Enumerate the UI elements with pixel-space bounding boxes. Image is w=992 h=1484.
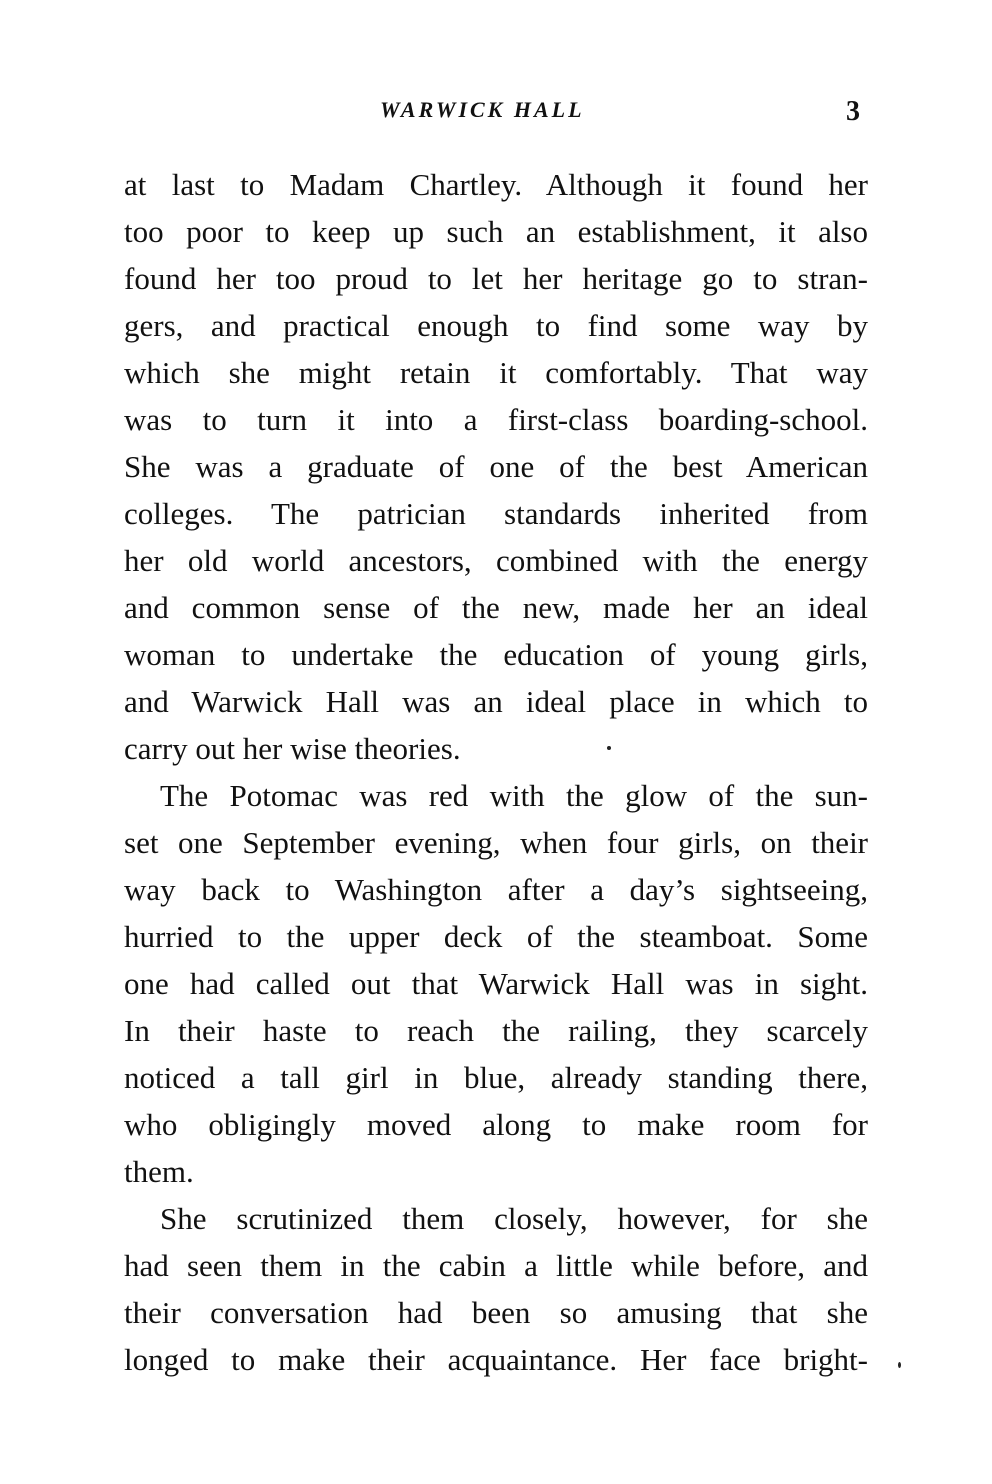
paragraph-3 xyxy=(124,1195,868,1383)
text-line: and common sense of the new, made her an ideal xyxy=(124,590,868,625)
text-line: longed to make their acquaintance. Her face bright- xyxy=(124,1342,868,1377)
text-line: their conversation had been so amusing that she xyxy=(124,1295,868,1330)
running-head-title: WARWICK HALL xyxy=(380,97,585,122)
text-line: carry out her wise theories. xyxy=(124,731,461,766)
text-line: at last to Madam Chartley. Although it found her xyxy=(124,167,868,202)
text-line: one had called out that Warwick Hall was in sight. xyxy=(124,966,868,1001)
text-line: her old world ancestors, combined with the energy xyxy=(124,543,868,578)
page-number: 3 xyxy=(846,96,860,127)
print-speck xyxy=(607,746,611,750)
text-line: set one September evening, when four girls, on their xyxy=(124,825,868,860)
text-line: The Potomac was red with the glow of the sun- xyxy=(160,778,868,813)
text-line: woman to undertake the education of young girls, xyxy=(124,637,868,672)
text-line: She was a graduate of one of the best American xyxy=(124,449,868,484)
text-line: gers, and practical enough to find some way by xyxy=(124,308,868,343)
body-text xyxy=(124,161,868,1383)
paragraph-2 xyxy=(124,772,868,1195)
text-line: noticed a tall girl in blue, already standing there, xyxy=(124,1060,868,1095)
text-line: In their haste to reach the railing, they scarcely xyxy=(124,1013,868,1048)
text-line: hurried to the upper deck of the steamboat. Some xyxy=(124,919,868,954)
text-line: which she might retain it comfortably. That way xyxy=(124,355,868,390)
text-line: and Warwick Hall was an ideal place in which to xyxy=(124,684,868,719)
text-line: was to turn it into a first-class boarding-school. xyxy=(124,402,868,437)
paragraph-1 xyxy=(124,161,868,772)
text-line: found her too proud to let her heritage go to stran- xyxy=(124,261,868,296)
text-line: too poor to keep up such an establishment, it also xyxy=(124,214,868,249)
text-line: way back to Washington after a day’s sightseeing, xyxy=(124,872,868,907)
text-line: had seen them in the cabin a little while before, and xyxy=(124,1248,868,1283)
text-line: them. xyxy=(124,1154,194,1189)
text-line: She scrutinized them closely, however, for she xyxy=(160,1201,868,1236)
text-line: who obligingly moved along to make room for xyxy=(124,1107,868,1142)
print-speck xyxy=(898,1362,901,1368)
text-line: colleges. The patrician standards inherited from xyxy=(124,496,868,531)
